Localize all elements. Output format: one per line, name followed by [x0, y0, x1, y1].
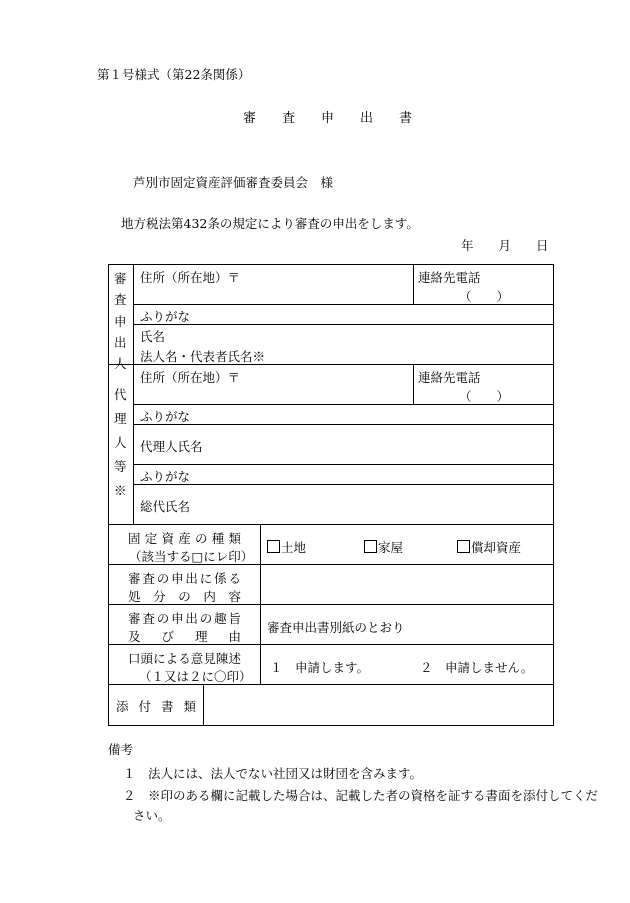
oral-statement-label: 口頭による意見陳述 [128, 651, 241, 666]
applicant-address-label: 住所（所在地）〒 [140, 270, 241, 285]
agent-phone-parens: （ ） [459, 389, 510, 404]
purpose-label-line1: 審査の申出の趣旨 [128, 611, 241, 626]
representative-name-label: 総代氏名 [140, 499, 191, 514]
note-2-line2: さい。 [133, 808, 171, 823]
date-line: 年 月 日 [461, 238, 549, 253]
purpose-label-line2: 及び理由 [128, 629, 241, 644]
agent-phone-label: 連絡先電話 [418, 370, 481, 385]
disposition-content-field[interactable] [262, 566, 552, 603]
note-1: １ 法人には、法人でない社団又は財団を含みます。 [123, 766, 423, 781]
checkbox-house[interactable] [364, 540, 377, 553]
applicant-name-label: 氏名 [140, 329, 166, 344]
page-title: 審 査 申 出 書 [243, 111, 413, 126]
checkbox-depreciable[interactable] [457, 540, 470, 553]
disposition-label-line2: 処分の内容 [128, 589, 241, 604]
agent-section-label: 代理人等※ [114, 387, 127, 498]
asset-type-instruction: （該当する□にレ印） [129, 549, 254, 564]
agent-address-label: 住所（所在地）〒 [140, 370, 241, 385]
applicant-furigana-label: ふりがな [140, 309, 191, 324]
note-2-line1: ２ ※印のある欄に記載した場合は、記載した者の資格を証する書面を添付してくだ [123, 788, 599, 803]
asset-option-land[interactable]: 土地 [267, 538, 306, 556]
disposition-label-line1: 審査の申出に係る [128, 571, 241, 586]
applicant-phone-label: 連絡先電話 [418, 270, 481, 285]
applicant-section-label: 審査申出人 [114, 271, 127, 372]
applicant-phone-parens: （ ） [459, 289, 510, 304]
oral-statement-instruction: （１又は２に〇印） [139, 669, 252, 684]
statement: 地方税法第432条の規定により審査の申出をします。 [121, 216, 419, 231]
agent-furigana-label: ふりがな [140, 409, 191, 424]
asset-type-label: 固定資産の種類 [128, 531, 241, 546]
oral-option-decline[interactable]: ２ 申請しません。 [420, 660, 534, 675]
representative-furigana-label: ふりがな [140, 469, 191, 484]
addressee: 芦別市固定資産評価審査委員会 様 [133, 175, 334, 190]
agent-name-label: 代理人氏名 [140, 439, 203, 454]
purpose-value: 審査申出書別紙のとおり [267, 620, 405, 635]
oral-option-apply[interactable]: １ 申請します。 [270, 660, 370, 675]
checkbox-land[interactable] [267, 540, 280, 553]
asset-option-depreciable[interactable]: 償却資産 [457, 538, 521, 556]
notes-heading: 備考 [108, 742, 134, 757]
attachments-field[interactable] [205, 686, 552, 724]
applicant-corp-name-label: 法人名・代表者氏名※ [140, 349, 266, 364]
asset-option-house[interactable]: 家屋 [364, 538, 403, 556]
attachments-label: 添付書類 [116, 699, 196, 714]
form-number: 第１号様式（第22条関係） [97, 67, 251, 82]
